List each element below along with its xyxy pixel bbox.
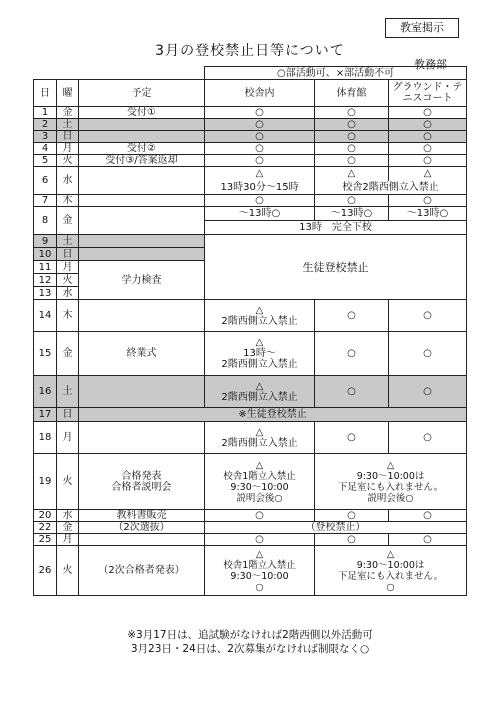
table-row bbox=[34, 131, 467, 143]
day-cell: 9 bbox=[34, 235, 57, 248]
no-attendance-cell: 生徒登校禁止 bbox=[205, 235, 467, 300]
classroom-notice-badge: 教室掲示 bbox=[385, 18, 459, 38]
school-cell bbox=[205, 300, 315, 332]
ground-cell: ○ bbox=[389, 155, 467, 167]
weekday-cell: 月 bbox=[57, 143, 79, 155]
restriction-text: 2階西側立入禁止 bbox=[221, 315, 298, 327]
table-row bbox=[34, 534, 467, 546]
ground-cell: ○ bbox=[389, 376, 467, 408]
day-cell: 3 bbox=[34, 131, 57, 143]
table-row bbox=[34, 119, 467, 131]
plan-line: 合格発表 bbox=[121, 470, 162, 482]
weekday-cell: 木 bbox=[57, 195, 79, 207]
day-cell: 2 bbox=[34, 119, 57, 131]
day-cell: 16 bbox=[34, 376, 57, 408]
day-cell: 11 bbox=[34, 261, 57, 274]
triangle-mark: △ bbox=[386, 548, 395, 560]
day-cell: 18 bbox=[34, 422, 57, 454]
weekday-cell: 金 bbox=[57, 107, 79, 119]
after-briefing-text: 説明会後○ bbox=[236, 492, 283, 504]
triangle-mark: △ bbox=[255, 337, 264, 348]
weekday-cell: 土 bbox=[57, 376, 79, 408]
plan-cell bbox=[79, 248, 205, 261]
gym-ground-note: 校舎2階西側立入禁止 bbox=[315, 181, 467, 195]
table-row bbox=[34, 376, 467, 408]
table-row bbox=[34, 510, 467, 522]
plan-cell bbox=[79, 167, 205, 195]
weekday-cell: 日 bbox=[57, 131, 79, 143]
schedule-table bbox=[33, 66, 467, 596]
gym-ground-cell bbox=[315, 454, 467, 510]
weekday-cell: 木 bbox=[57, 300, 79, 332]
header-ground: グラウンド・テニスコート bbox=[389, 80, 467, 107]
time-text: 9:30～10:00 bbox=[230, 481, 289, 493]
school-cell: ○ bbox=[205, 155, 315, 167]
table-row bbox=[34, 522, 467, 534]
weekday-cell: 日 bbox=[57, 408, 79, 422]
restriction-text: 下足室にも入れません。 bbox=[338, 570, 444, 582]
plan-cell bbox=[79, 422, 205, 454]
plan-cell bbox=[79, 376, 205, 408]
footnote-line-2: 3月23日・24日は、2次募集がなければ制限なく○ bbox=[130, 643, 370, 655]
no-attendance-cell: ※生徒登校禁止 bbox=[79, 408, 467, 422]
restriction-text: 2階西側立入禁止 bbox=[221, 359, 298, 370]
restriction-text: 校舎1階立入禁止 bbox=[223, 559, 296, 571]
weekday-cell: 土 bbox=[57, 235, 79, 248]
header-weekday: 曜 bbox=[57, 80, 79, 107]
restriction-text: 2階西側立入禁止 bbox=[221, 437, 298, 449]
table-row bbox=[34, 235, 467, 248]
circle-mark: ○ bbox=[386, 581, 395, 593]
table-row bbox=[34, 155, 467, 167]
school-cell bbox=[205, 454, 315, 510]
weekday-cell: 火 bbox=[57, 546, 79, 596]
weekday-cell: 金 bbox=[57, 522, 79, 534]
ground-cell: ○ bbox=[389, 195, 467, 207]
ground-cell: ○ bbox=[389, 131, 467, 143]
school-cell: ～13時○ bbox=[205, 207, 315, 221]
weekday-cell: 水 bbox=[57, 167, 79, 195]
plan-cell: 終業式 bbox=[79, 332, 205, 376]
plan-cell: 受付③/答案返却 bbox=[79, 155, 205, 167]
day-cell: 25 bbox=[34, 534, 57, 546]
triangle-mark: △ bbox=[255, 548, 264, 560]
plan-line: 合格者説明会 bbox=[111, 481, 172, 493]
gym-cell: ○ bbox=[315, 155, 389, 167]
school-cell: △ bbox=[205, 167, 315, 181]
day-cell: 19 bbox=[34, 454, 57, 510]
dismissal-note: 13時 完全下校 bbox=[205, 221, 467, 235]
school-note: 13時30分～15時 bbox=[205, 181, 315, 195]
time-text: 9:30～10:00 bbox=[230, 570, 289, 582]
circle-mark: ○ bbox=[255, 581, 264, 593]
no-attendance-cell: （登校禁止） bbox=[205, 522, 467, 534]
restriction-text: 校舎1階立入禁止 bbox=[223, 470, 296, 482]
school-cell bbox=[205, 376, 315, 408]
weekday-cell: 水 bbox=[57, 287, 79, 300]
school-cell: ○ bbox=[205, 534, 315, 546]
weekday-cell: 火 bbox=[57, 454, 79, 510]
gym-cell: ～13時○ bbox=[315, 207, 389, 221]
triangle-mark: △ bbox=[386, 459, 395, 471]
ground-cell: △ bbox=[389, 167, 467, 181]
table-row bbox=[34, 195, 467, 207]
gym-cell: ○ bbox=[315, 119, 389, 131]
day-cell: 13 bbox=[34, 287, 57, 300]
footnote-line-1: ※3月17日は、追試験がなければ2階西側以外活動可 bbox=[127, 629, 373, 641]
plan-cell: 受付① bbox=[79, 107, 205, 119]
plan-cell bbox=[79, 207, 205, 235]
school-cell bbox=[205, 422, 315, 454]
weekday-cell: 月 bbox=[57, 261, 79, 274]
gym-ground-cell bbox=[315, 546, 467, 596]
day-cell: 7 bbox=[34, 195, 57, 207]
page-title: 3月の登校禁止日等について bbox=[155, 43, 345, 59]
weekday-cell: 月 bbox=[57, 422, 79, 454]
table-row bbox=[34, 143, 467, 155]
gym-cell: △ bbox=[315, 167, 389, 181]
plan-cell: （2次選抜） bbox=[79, 522, 205, 534]
restriction-text: 下足室にも入れません。 bbox=[338, 481, 444, 493]
school-cell bbox=[205, 332, 315, 376]
triangle-mark: △ bbox=[255, 304, 264, 316]
school-cell bbox=[205, 546, 315, 596]
header-plan: 予定 bbox=[79, 80, 205, 107]
plan-cell bbox=[79, 131, 205, 143]
school-cell: ○ bbox=[205, 119, 315, 131]
ground-cell: ○ bbox=[389, 107, 467, 119]
plan-cell: （2次合格者発表） bbox=[79, 546, 205, 596]
plan-cell: 受付② bbox=[79, 143, 205, 155]
gym-cell: ○ bbox=[315, 510, 389, 522]
ground-cell: ～13時○ bbox=[389, 207, 467, 221]
day-cell: 4 bbox=[34, 143, 57, 155]
weekday-cell: 日 bbox=[57, 248, 79, 261]
triangle-mark: △ bbox=[255, 426, 264, 438]
header-row bbox=[34, 80, 467, 107]
school-cell: ○ bbox=[205, 107, 315, 119]
department-label: 教務部 bbox=[414, 58, 447, 71]
time-text: 9:30～10:00は bbox=[356, 470, 425, 482]
day-cell: 6 bbox=[34, 167, 57, 195]
weekday-cell: 火 bbox=[57, 155, 79, 167]
plan-cell bbox=[79, 119, 205, 131]
gym-cell: ○ bbox=[315, 376, 389, 408]
gym-cell: ○ bbox=[315, 300, 389, 332]
ground-cell: ○ bbox=[389, 534, 467, 546]
school-cell: ○ bbox=[205, 143, 315, 155]
day-cell: 17 bbox=[34, 408, 57, 422]
school-cell: ○ bbox=[205, 510, 315, 522]
restriction-text: 2階西側立入禁止 bbox=[221, 391, 298, 403]
day-cell: 15 bbox=[34, 332, 57, 376]
plan-cell bbox=[79, 235, 205, 248]
day-cell: 26 bbox=[34, 546, 57, 596]
ground-cell: ○ bbox=[389, 422, 467, 454]
time-text: 13時～ bbox=[243, 348, 276, 359]
table-row bbox=[34, 546, 467, 596]
day-cell: 5 bbox=[34, 155, 57, 167]
gym-cell: ○ bbox=[315, 332, 389, 376]
legend-row bbox=[34, 67, 467, 80]
day-cell: 12 bbox=[34, 274, 57, 287]
table-row bbox=[34, 167, 467, 181]
weekday-cell: 水 bbox=[57, 510, 79, 522]
triangle-mark: △ bbox=[255, 380, 264, 392]
legend-cell: ○部活動可、×部活動不可 bbox=[205, 67, 467, 80]
day-cell: 22 bbox=[34, 522, 57, 534]
ground-cell: ○ bbox=[389, 119, 467, 131]
gym-cell: ○ bbox=[315, 107, 389, 119]
header-day: 日 bbox=[34, 80, 57, 107]
day-cell: 1 bbox=[34, 107, 57, 119]
day-cell: 20 bbox=[34, 510, 57, 522]
table-row bbox=[34, 207, 467, 221]
plan-cell bbox=[79, 195, 205, 207]
ground-cell: ○ bbox=[389, 143, 467, 155]
gym-cell: ○ bbox=[315, 422, 389, 454]
gym-cell: ○ bbox=[315, 195, 389, 207]
ground-cell: ○ bbox=[389, 300, 467, 332]
weekday-cell: 月 bbox=[57, 534, 79, 546]
school-cell: ○ bbox=[205, 131, 315, 143]
gym-cell: ○ bbox=[315, 534, 389, 546]
table-row bbox=[34, 422, 467, 454]
plan-cell: 教科書販売 bbox=[79, 510, 205, 522]
plan-cell bbox=[79, 454, 205, 510]
day-cell: 8 bbox=[34, 207, 57, 235]
table-row bbox=[34, 300, 467, 332]
ground-cell: ○ bbox=[389, 510, 467, 522]
table-row bbox=[34, 408, 467, 422]
table-row bbox=[34, 107, 467, 119]
header-gym: 体育館 bbox=[315, 80, 389, 107]
day-cell: 14 bbox=[34, 300, 57, 332]
after-briefing-text: 説明会後○ bbox=[367, 492, 414, 504]
school-cell: ○ bbox=[205, 195, 315, 207]
plan-cell: 学力検査 bbox=[79, 261, 205, 300]
weekday-cell: 金 bbox=[57, 207, 79, 235]
gym-cell: ○ bbox=[315, 143, 389, 155]
time-text: 9:30～10:00は bbox=[356, 559, 425, 571]
weekday-cell: 火 bbox=[57, 274, 79, 287]
header-school: 校舎内 bbox=[205, 80, 315, 107]
weekday-cell: 金 bbox=[57, 332, 79, 376]
triangle-mark: △ bbox=[255, 459, 264, 471]
table-row bbox=[34, 454, 467, 510]
plan-cell bbox=[79, 300, 205, 332]
table-row bbox=[34, 332, 467, 376]
gym-cell: ○ bbox=[315, 131, 389, 143]
plan-cell bbox=[79, 534, 205, 546]
ground-cell: ○ bbox=[389, 332, 467, 376]
weekday-cell: 土 bbox=[57, 119, 79, 131]
day-cell: 10 bbox=[34, 248, 57, 261]
